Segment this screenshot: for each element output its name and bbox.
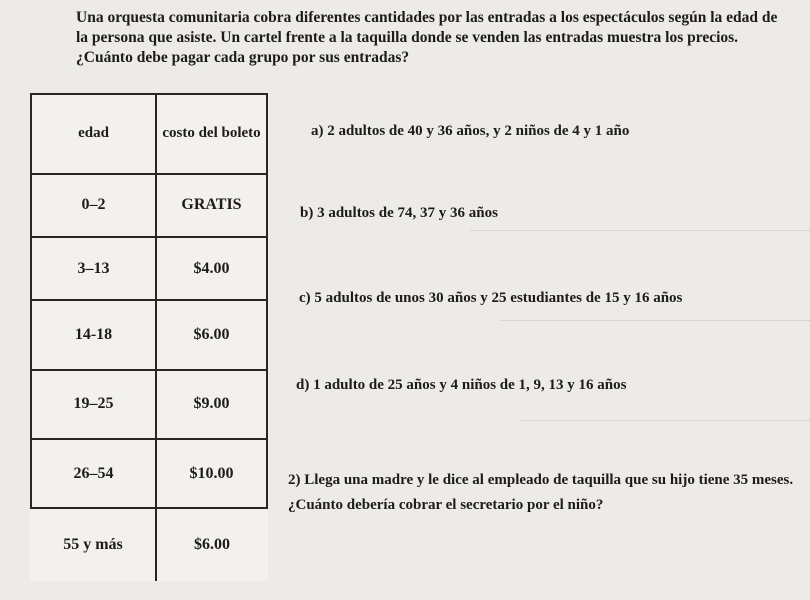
price-table	[30, 93, 268, 581]
table-row	[31, 508, 267, 581]
age-cell: 19–25	[31, 370, 156, 439]
age-cell: 14-18	[31, 300, 156, 369]
cost-cell: $9.00	[156, 370, 267, 439]
problem-intro: Una orquesta comunitaria cobra diferentes cantidades por las entradas a los espectáculos según la edad de la persona que asiste. Un cartel frente a la taquilla donde se venden las entradas muestra los precios. ¿Cuánto debe pagar cada grupo por sus entradas?	[76, 9, 778, 66]
header-age: edad	[31, 94, 156, 174]
table-header-row	[31, 94, 267, 174]
question-b: b) 3 adultos de 74, 37 y 36 años	[300, 205, 498, 221]
header-cost: costo del boleto	[156, 94, 267, 174]
age-cell: 26–54	[31, 439, 156, 508]
cost-cell: $6.00	[156, 508, 267, 581]
cost-cell: $4.00	[156, 237, 267, 300]
cost-cell: GRATIS	[156, 174, 267, 237]
age-cell: 3–13	[31, 237, 156, 300]
table-row	[31, 237, 267, 300]
table-row	[31, 174, 267, 237]
age-cell: 55 y más	[31, 508, 156, 581]
cost-cell: $6.00	[156, 300, 267, 369]
background-rule	[500, 320, 810, 321]
cost-cell: $10.00	[156, 439, 267, 508]
background-rule	[470, 230, 810, 231]
question-a: a) 2 adultos de 40 y 36 años, y 2 niños de 4 y 1 año	[311, 123, 630, 139]
background-rule	[520, 420, 810, 421]
question-d: d) 1 adulto de 25 años y 4 niños de 1, 9, 13 y 16 años	[296, 377, 627, 393]
table-row	[31, 439, 267, 508]
question-c: c) 5 adultos de unos 30 años y 25 estudiantes de 15 y 16 años	[299, 290, 683, 306]
table-row	[31, 300, 267, 369]
table-row	[31, 370, 267, 439]
question-2: 2) Llega una madre y le dice al empleado de taquilla que su hijo tiene 35 meses. ¿Cuánto debería cobrar el secretario por el niño?	[288, 472, 794, 513]
age-cell: 0–2	[31, 174, 156, 237]
